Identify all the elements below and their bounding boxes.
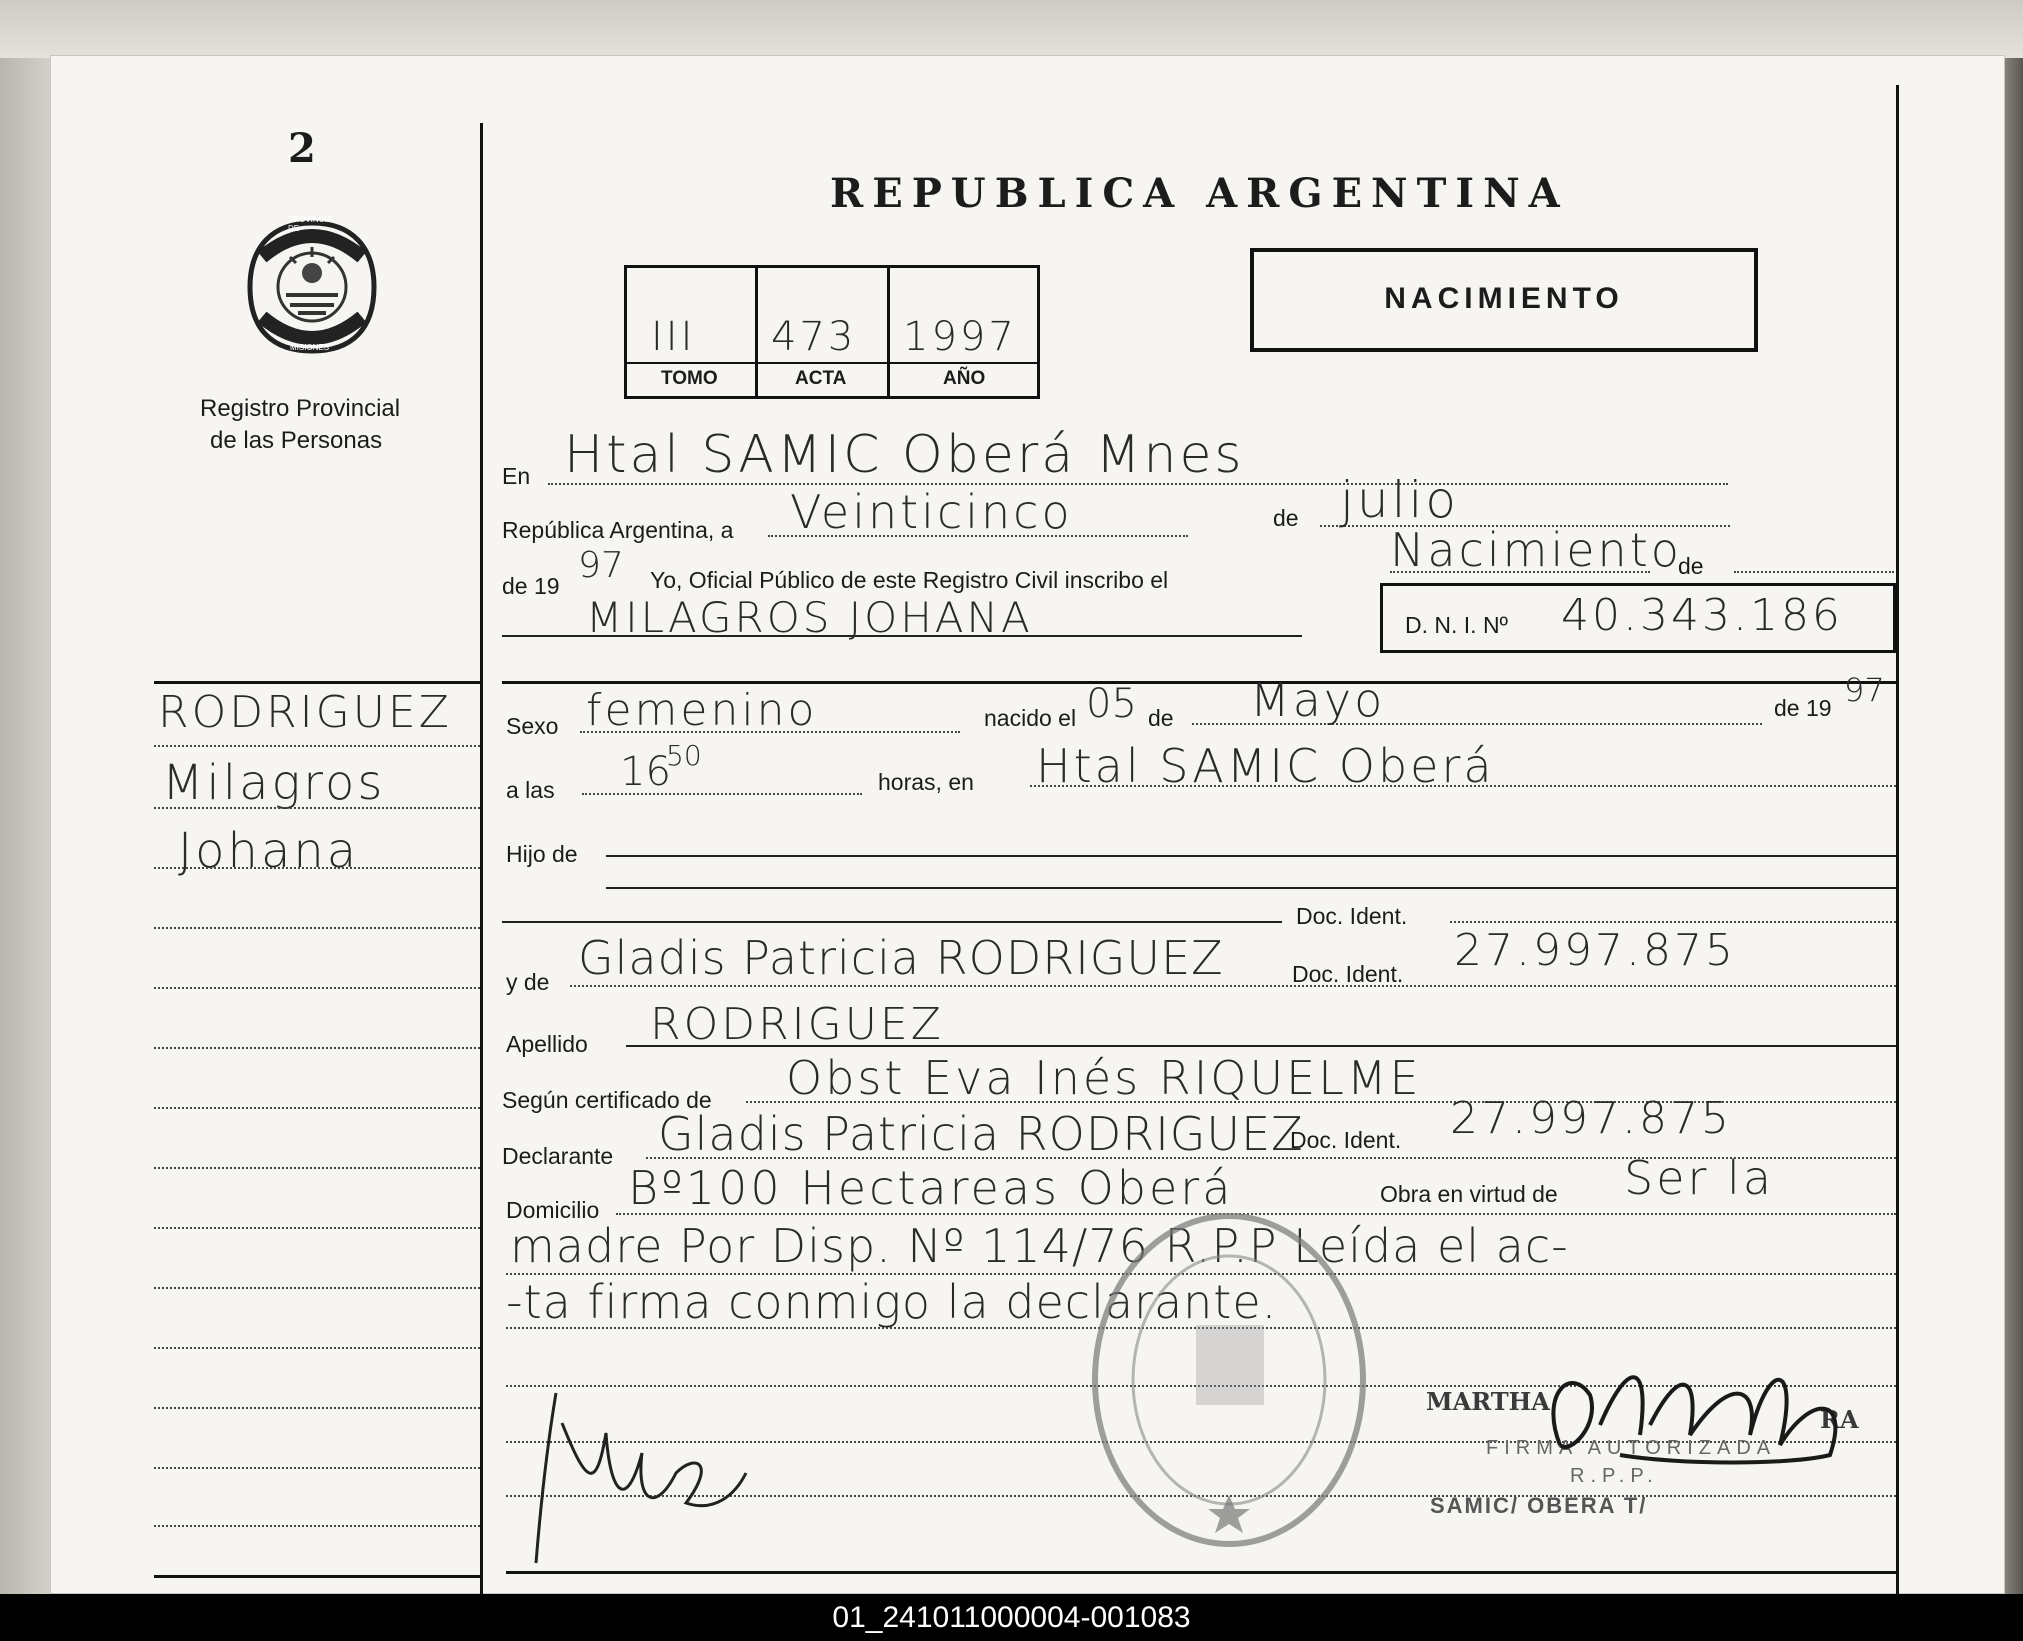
mother-value: Gladis Patricia RODRIGUEZ: [578, 931, 1224, 985]
form-divider: [502, 681, 1896, 684]
en-label: En: [502, 463, 531, 489]
dni-box: [1380, 583, 1896, 653]
mother-line: [570, 985, 1896, 987]
minute-value: 50: [666, 739, 702, 772]
a-las-label: a las: [506, 777, 555, 803]
left-line: [154, 1525, 480, 1527]
country-title: REPUBLICA ARGENTINA: [830, 170, 1569, 217]
declarante-label: Declarante: [502, 1143, 614, 1169]
y-de-label: y de: [506, 969, 550, 995]
seal-top-text: PROVINCIA DE: [288, 215, 332, 233]
day-value: Veinticinco: [790, 485, 1073, 539]
place-value: Htal SAMIC Oberá: [1036, 739, 1495, 793]
apellido-label: Apellido: [506, 1031, 588, 1057]
obra-label: Obra en virtud de: [1380, 1181, 1558, 1207]
registry-line-1: Registro Provincial: [200, 395, 401, 422]
year-value: 97: [578, 545, 624, 586]
image-id-footer: 01_241011000004-001083: [0, 1594, 2023, 1641]
left-line: [154, 1287, 480, 1289]
de-label-2: de: [1678, 553, 1704, 579]
left-line: [154, 1107, 480, 1109]
doc-ident-label-1: Doc. Ident.: [1296, 903, 1408, 929]
segun-label: Según certificado de: [502, 1087, 712, 1113]
record-type: NACIMIENTO: [1384, 282, 1624, 315]
binder-top-edge: [0, 0, 2023, 58]
domicilio-value: Bº100 Hectareas Oberá: [628, 1161, 1234, 1215]
declarante-value: Gladis Patricia RODRIGUEZ: [658, 1107, 1304, 1161]
mother-doc: 27.997.875: [1454, 925, 1736, 976]
hijo-label: Hijo de: [506, 841, 578, 867]
hijo-line-2: [606, 887, 1896, 889]
tomo-value: III: [651, 314, 696, 360]
official-office: R.P.P.: [1570, 1465, 1659, 1487]
child-name: MILAGROS JOHANA: [586, 593, 1033, 642]
registry-line-2: de las Personas: [210, 427, 383, 454]
note-line-2-text: -ta firma conmigo la declarante.: [506, 1275, 1278, 1329]
declarant-signature-icon: [526, 1363, 756, 1573]
margin-first-name: Milagros: [162, 755, 386, 811]
domicilio-label: Domicilio: [506, 1197, 600, 1223]
tomo-label: TOMO: [661, 368, 718, 389]
obra-value: Ser la: [1624, 1151, 1775, 1205]
left-bottom-rule: [154, 1575, 480, 1578]
provincial-seal-icon: [242, 217, 382, 357]
yo-label: Yo, Oficial Público de este Registro Civil inscribo el: [650, 567, 1169, 593]
acta-value: 473: [771, 314, 857, 360]
ano-value: 1997: [903, 314, 1017, 360]
registry-stamp-icon: [1084, 1205, 1374, 1555]
acta-label: ACTA: [795, 368, 847, 389]
birth-year-prefix: de 19: [1774, 695, 1832, 721]
official-signature-icon: [1530, 1335, 1890, 1475]
left-line: [154, 1047, 480, 1049]
official-name: MARTHA: [1426, 1387, 1550, 1416]
de-label-3: de: [1148, 705, 1174, 731]
apellido-value: RODRIGUEZ: [650, 999, 944, 1050]
left-column-rule: [480, 123, 483, 1594]
right-border-rule: [1896, 85, 1899, 1594]
left-line: [154, 807, 480, 809]
year-prefix: de 19: [502, 573, 560, 599]
father-doc-line: [1450, 921, 1896, 923]
left-line: [154, 1227, 480, 1229]
segun-value: Obst Eva Inés RIQUELME: [786, 1051, 1422, 1105]
margin-surname: RODRIGUEZ: [158, 687, 452, 738]
nacido-label: nacido el: [984, 705, 1077, 731]
hijo-line: [606, 855, 1896, 857]
de-line-2: [1734, 571, 1894, 573]
left-line: [154, 987, 480, 989]
left-divider: [154, 681, 482, 684]
declarante-doc: 27.997.875: [1450, 1093, 1732, 1144]
month-value: julio: [1340, 471, 1459, 529]
de-label: de: [1273, 505, 1299, 531]
left-line: [154, 927, 480, 929]
record-type-box: [1250, 248, 1758, 352]
doc-ident-label-2: Doc. Ident.: [1292, 961, 1404, 987]
left-line: [154, 1347, 480, 1349]
ano-label: AÑO: [943, 368, 986, 389]
left-line: [154, 867, 480, 869]
official-location: SAMIC/ OBERA T/: [1430, 1493, 1648, 1518]
inscribo-value: Nacimiento: [1390, 523, 1682, 577]
doc-ident-label-3: Doc. Ident.: [1290, 1127, 1402, 1153]
birth-year: 97: [1844, 671, 1885, 709]
left-line: [154, 1407, 480, 1409]
father-line: [502, 921, 1282, 923]
sheet-number: 2: [288, 125, 316, 172]
record-id-box: [624, 265, 1040, 399]
dni-value: 40.343.186: [1561, 590, 1843, 641]
birth-day: 05: [1086, 681, 1137, 727]
sexo-label: Sexo: [506, 713, 559, 739]
seal-bottom-text: MISIONES: [290, 343, 330, 352]
left-line: [154, 1467, 480, 1469]
sexo-value: femenino: [586, 685, 818, 736]
hour-value: 16: [620, 749, 671, 795]
official-role: FIRMA AUTORIZADA: [1486, 1437, 1777, 1459]
dni-label: D. N. I. Nº: [1405, 612, 1508, 638]
left-line: [154, 1167, 480, 1169]
left-line: [154, 745, 480, 747]
republica-label: República Argentina, a: [502, 517, 734, 543]
en-value: Htal SAMIC Oberá Mnes: [564, 425, 1245, 485]
birth-month: Mayo: [1250, 673, 1386, 727]
horas-label: horas, en: [878, 769, 974, 795]
certificate-page: [50, 55, 2005, 1594]
official-name-suffix: RA: [1820, 1405, 1859, 1434]
inscribo-line: [1390, 571, 1650, 573]
margin-middle-name: Johana: [178, 823, 360, 879]
note-line-1-text: madre Por Disp. Nº 114/76 R.P.P Leída el ac-: [510, 1219, 1569, 1273]
